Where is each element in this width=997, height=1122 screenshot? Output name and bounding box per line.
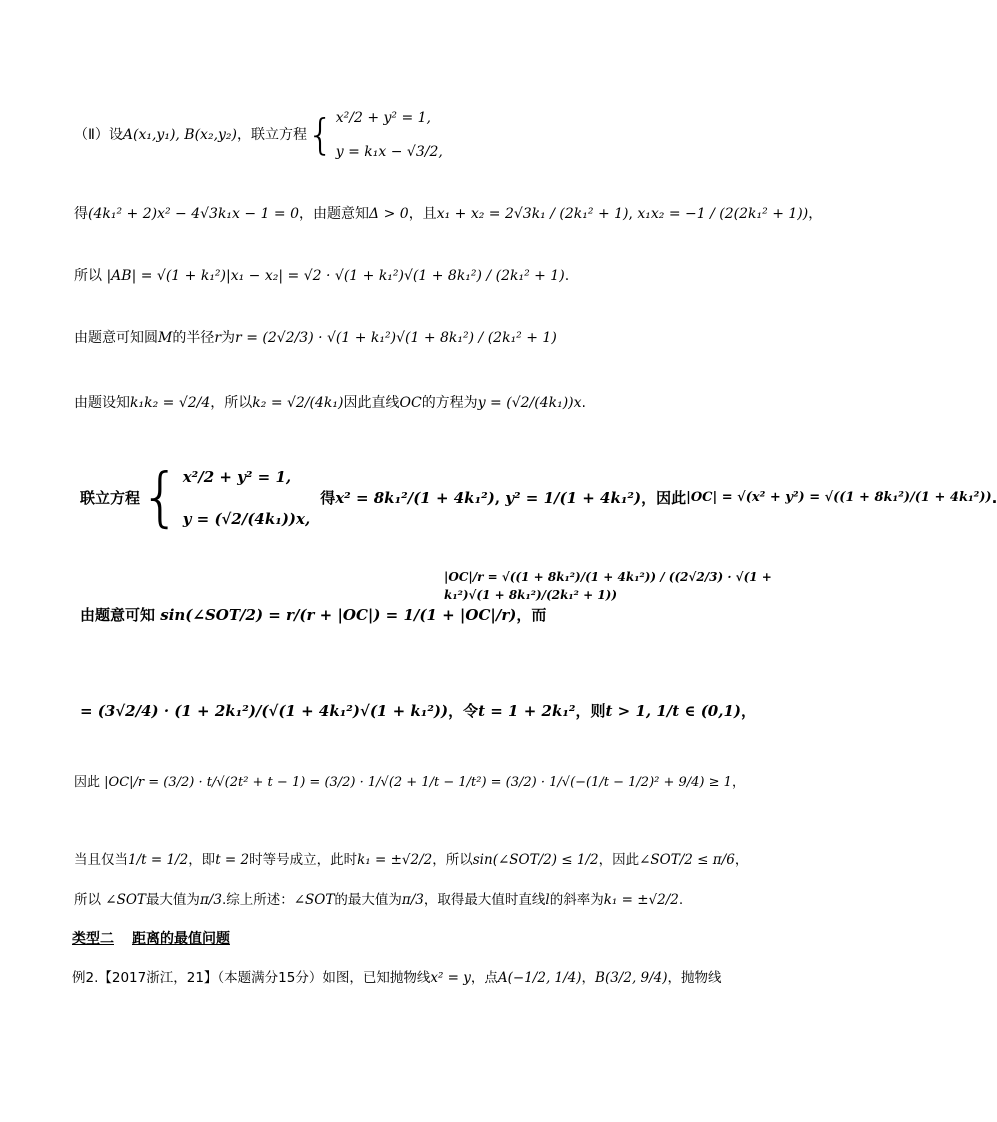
text: 的最大值为 — [334, 892, 402, 908]
equation-system — [336, 108, 443, 162]
text: ，令 — [448, 702, 479, 720]
section-heading — [72, 928, 230, 950]
value: π/3 — [199, 892, 222, 908]
equation: (4k₁² + 2)x² − 4√3k₁x − 1 = 0 — [88, 206, 300, 222]
text: ，则 — [575, 702, 606, 720]
equation: k₁ = ±√2/2 — [603, 892, 679, 908]
point-a: A(−1/2, 1/4) — [497, 970, 582, 986]
text: 因此 — [74, 775, 101, 790]
text: ，由题意知 — [299, 206, 370, 222]
symbol: r — [214, 330, 222, 346]
text: ， — [581, 970, 596, 986]
brace: { — [140, 461, 181, 535]
text: ，因此 — [641, 489, 687, 507]
equation-system — [183, 467, 310, 529]
text: ，所以 — [432, 852, 473, 868]
line-4 — [74, 318, 557, 358]
equation: x²/2 + y² = 1, — [335, 110, 432, 126]
text: 由题意可知圆 — [74, 330, 158, 346]
symbol: M — [158, 330, 173, 346]
text: 得 — [320, 489, 336, 507]
text: 由题意可知 — [80, 606, 156, 624]
line-5 — [74, 385, 586, 421]
text: 的方程为 — [421, 395, 478, 411]
equation: sin(∠SOT/2) ≤ 1/2 — [472, 852, 599, 868]
text: 时等号成立，此时 — [249, 852, 358, 868]
text: . — [678, 892, 684, 908]
line-9 — [74, 758, 745, 808]
equation: t = 2 — [215, 852, 250, 868]
text: 为 — [221, 330, 236, 346]
line-2: 得 (4k₁² + 2)x² − 4√3k₁x − 1 = 0 ，由题意知 Δ > 0 ，且 x₁ + x₂ = 2√3k₁ / (2k₁² + 1) , x₁x₂ = −1 / (2(2k₁² + 1)) ， — [74, 206, 823, 222]
text: 因此直线 — [343, 395, 400, 411]
line-8 — [80, 686, 756, 736]
text: . — [991, 489, 997, 507]
line-10 — [74, 842, 748, 878]
line-7-cont — [444, 568, 784, 668]
text: . — [564, 268, 570, 284]
text: ，所以 — [210, 395, 253, 411]
value: π/3 — [401, 892, 424, 908]
equation: r = (2√2/3) · √(1 + k₁²)√(1 + 8k₁²) / (2k₁² + 1) — [235, 330, 557, 346]
text: . — [581, 395, 586, 411]
text: ，而 — [516, 606, 547, 624]
brace: { — [307, 110, 334, 159]
text: 当且仅当 — [74, 852, 128, 868]
text: .综上所述： — [221, 892, 294, 908]
equation: x² = 8k₁²/(1 + 4k₁²) — [335, 489, 495, 507]
equation: x₁ + x₂ = 2√3k₁ / (2k₁² + 1) — [436, 206, 629, 222]
equation: x²/2 + y² = 1, — [182, 468, 292, 486]
equation: ∠SOT/2 ≤ π/6 — [639, 852, 735, 868]
text: 最大值为 — [145, 892, 200, 908]
text: 的斜率为 — [549, 892, 604, 908]
text: ，点 — [470, 970, 498, 986]
text: ，抛物线 — [667, 970, 722, 986]
equation: k₂ = √2/(4k₁) — [252, 395, 344, 411]
text: ，且 — [408, 206, 437, 222]
text: 的半径 — [172, 330, 215, 346]
symbol: ∠SOT — [105, 892, 146, 908]
heading-title: 距离的最值问题 — [132, 931, 230, 947]
equation: |OC|/r = (3/2) · t/√(2t² + t − 1) = (3/2) · 1/√(2 + 1/t − 1/t²) = (3/2) · 1/√(−(1/t − 1/2)² + 9/4) ≥ 1 — [104, 775, 732, 790]
line-12 — [72, 960, 722, 996]
equation: k₁k₂ = √2/4 — [130, 395, 211, 411]
equation: 1/t = 1/2 — [128, 852, 189, 868]
text: 联立方程 — [80, 489, 141, 507]
line-6: 联立方程 { x²/2 + y² = 1, y = (√2/(4k₁))x, 得 x² = 8k₁²/(1 + 4k₁²) , y² = 1/(1 + 4k₁²) ，因此 |OC| = √(x² + y²) = √((1 + 8k₁²)/(1 + 4k₁²)) . — [80, 461, 997, 535]
equation: |AB| = √(1 + k₁²)|x₁ − x₂| = √2 · √(1 + k₁²)√(1 + 8k₁²) / (2k₁² + 1) — [106, 268, 565, 284]
text: ， — [734, 852, 749, 868]
text: （Ⅱ）设 — [74, 127, 123, 143]
equation: y² = 1/(1 + 4k₁²) — [505, 489, 642, 507]
line-3 — [74, 258, 569, 294]
line-11 — [74, 884, 683, 916]
equation: t = 1 + 2k₁² — [478, 702, 576, 720]
equation: |OC|/r = √((1 + 8k₁²)/(1 + 4k₁²)) / ((2√2/3) · √(1 + k₁²)√(1 + 8k₁²)/(2k₁² + 1)) — [444, 570, 772, 602]
text: ，联立方程 — [237, 127, 307, 143]
text: 所以 — [74, 892, 101, 908]
equation: sin(∠SOT/2) = r/(r + |OC|) = 1/(1 + |OC|/r) — [160, 606, 517, 624]
text: 由题设知 — [74, 395, 130, 411]
equation: k₁ = ±√2/2 — [357, 852, 433, 868]
symbol: OC — [399, 395, 422, 411]
symbol: l — [545, 892, 550, 908]
text: ， — [731, 775, 745, 790]
text: ， — [741, 702, 757, 720]
point-b: B(3/2, 9/4) — [595, 970, 668, 986]
text: 得 — [74, 206, 88, 222]
equation: y = k₁x − √3/2, — [335, 144, 443, 160]
equation: = (3√2/4) · (1 + 2k₁²)/(√(1 + 4k₁²)√(1 + k₁²)) — [80, 702, 449, 720]
symbol: ∠SOT — [293, 892, 335, 908]
equation: t > 1, 1/t ∈ (0,1) — [605, 702, 742, 720]
text: ， — [808, 206, 823, 222]
heading-label: 类型二 — [72, 931, 114, 947]
line-1 — [74, 100, 443, 170]
text: ，因此 — [598, 852, 640, 868]
equation: x² = y — [430, 970, 471, 986]
text: ，即 — [188, 852, 216, 868]
equation: y = (√2/(4k₁))x, — [182, 510, 311, 528]
text: 例2.【2017浙江，21】（本题满分15分）如图，已知抛物线 — [72, 970, 431, 986]
equation: y = (√2/(4k₁))x — [477, 395, 582, 411]
math-points: A(x₁,y₁), B(x₂,y₂) — [122, 127, 237, 143]
equation: x₁x₂ = −1 / (2(2k₁² + 1)) — [637, 206, 809, 222]
text: 所以 — [74, 268, 102, 284]
equation: Δ > 0 — [369, 206, 409, 222]
equation: |OC| = √(x² + y²) = √((1 + 8k₁²)/(1 + 4k₁²)) — [686, 490, 992, 505]
text: ，取得最大值时直线 — [423, 892, 546, 908]
